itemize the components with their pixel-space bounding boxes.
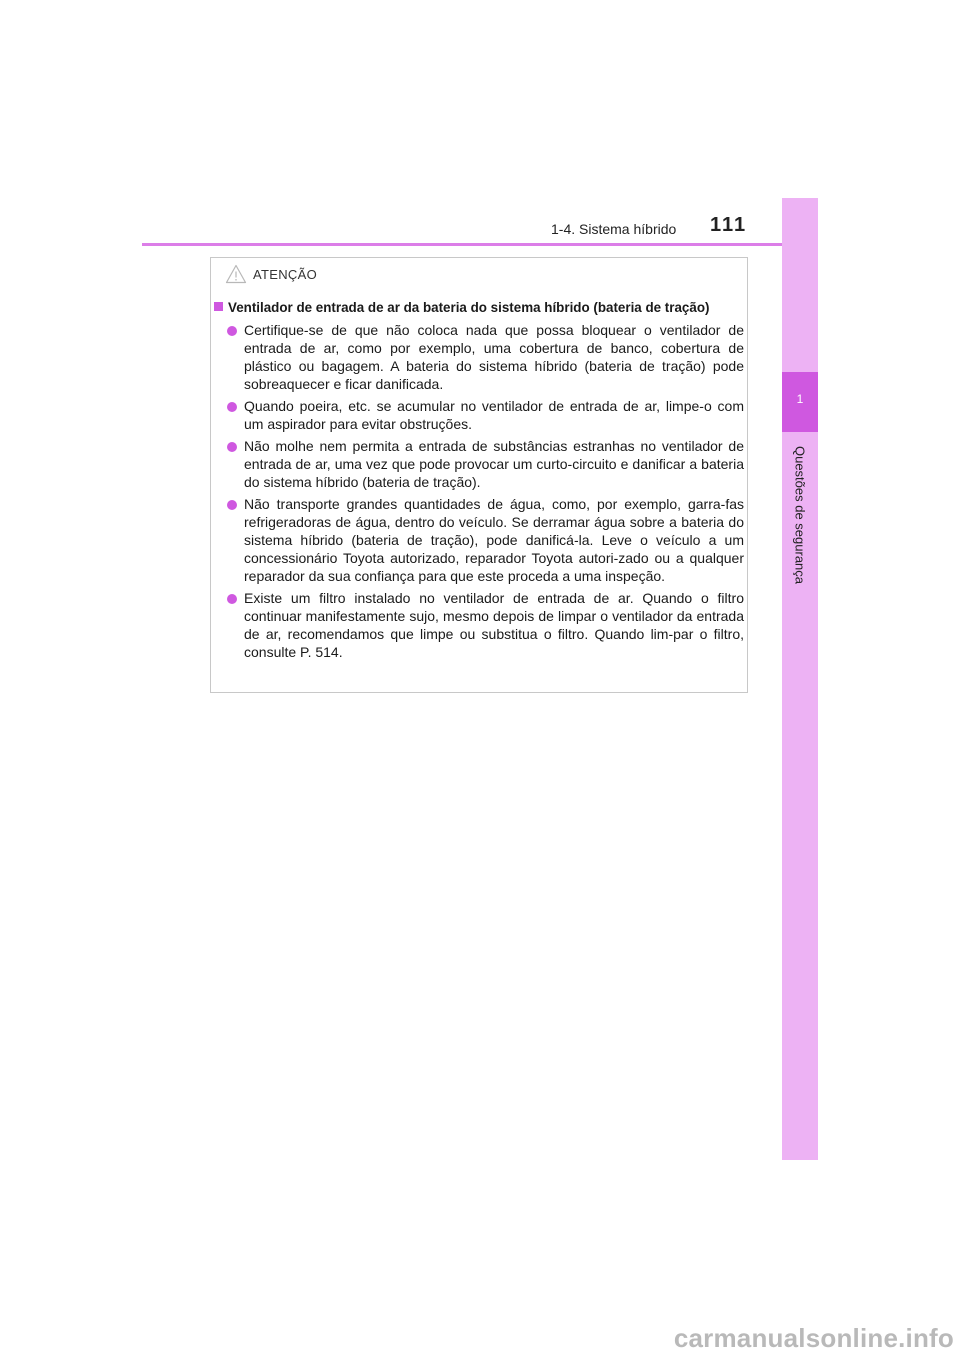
warning-body bbox=[214, 299, 744, 665]
chapter-number-tab[interactable] bbox=[782, 372, 818, 432]
square-bullet-icon bbox=[214, 302, 223, 311]
warning-bullet-list bbox=[214, 321, 744, 661]
list-item-text: Certifique-se de que não coloca nada que possa bloquear o ventilador de entrada de ar, como por exemplo, uma cobertura de banco, cobertura de plástico ou bagagem. A bateria do sistema híbrido (bateria de tração) pode sobreaquecer e ficar danificada. bbox=[244, 322, 744, 392]
list-item bbox=[214, 437, 744, 491]
page-number: 111 bbox=[710, 214, 748, 236]
list-item bbox=[214, 589, 744, 661]
list-item bbox=[214, 495, 744, 585]
warning-section-title bbox=[214, 299, 744, 317]
bullet-dot-icon bbox=[227, 594, 237, 604]
header-rule bbox=[142, 243, 818, 246]
chapter-title: Questões de segurança bbox=[792, 445, 808, 585]
warning-triangle-icon bbox=[225, 264, 247, 284]
list-item-text: Não molhe nem permita a entrada de substâncias estranhas no ventilador de entrada de ar, uma vez que pode provocar um curto-circuito e danificar a bateria do sistema híbrido (bateria de tração). bbox=[244, 438, 744, 490]
bullet-dot-icon bbox=[227, 500, 237, 510]
chapter-number: 1 bbox=[796, 392, 804, 406]
section-header: 1-4. Sistema híbrido bbox=[551, 221, 677, 237]
list-item bbox=[214, 321, 744, 393]
watermark: carmanualsonline.info bbox=[673, 1323, 954, 1353]
chapter-side-tab bbox=[782, 198, 818, 1160]
warning-header bbox=[225, 264, 317, 284]
list-item-text: Existe um filtro instalado no ventilador de entrada de ar. Quando o filtro continuar manifestamente sujo, mesmo depois de limpar o ventilador da entrada de ar, recomendamos que limpe ou substitua o filtro. Quando lim-par o filtro, consulte P. 514. bbox=[244, 590, 744, 660]
bullet-dot-icon bbox=[227, 326, 237, 336]
warning-box bbox=[210, 257, 748, 693]
list-item bbox=[214, 397, 744, 433]
bullet-dot-icon bbox=[227, 442, 237, 452]
list-item-text: Quando poeira, etc. se acumular no ventilador de entrada de ar, limpe-o com um aspirador para evitar obstruções. bbox=[244, 398, 744, 432]
list-item-text: Não transporte grandes quantidades de água, como, por exemplo, garra-fas refrigeradoras de água, dentro do veículo. Se derramar água sobre a bateria do sistema híbrido (bateria de tração), pode danificá-la. Leve o veículo a um concessionário Toyota autorizado, reparador Toyota autori-zado ou a qualquer reparador da sua confiança para que este proceda a uma inspeção. bbox=[244, 496, 744, 584]
warning-label: ATENÇÃO bbox=[253, 266, 317, 282]
warning-section-title-text: Ventilador de entrada de ar da bateria do sistema híbrido (bateria de tração) bbox=[228, 300, 710, 315]
bullet-dot-icon bbox=[227, 402, 237, 412]
